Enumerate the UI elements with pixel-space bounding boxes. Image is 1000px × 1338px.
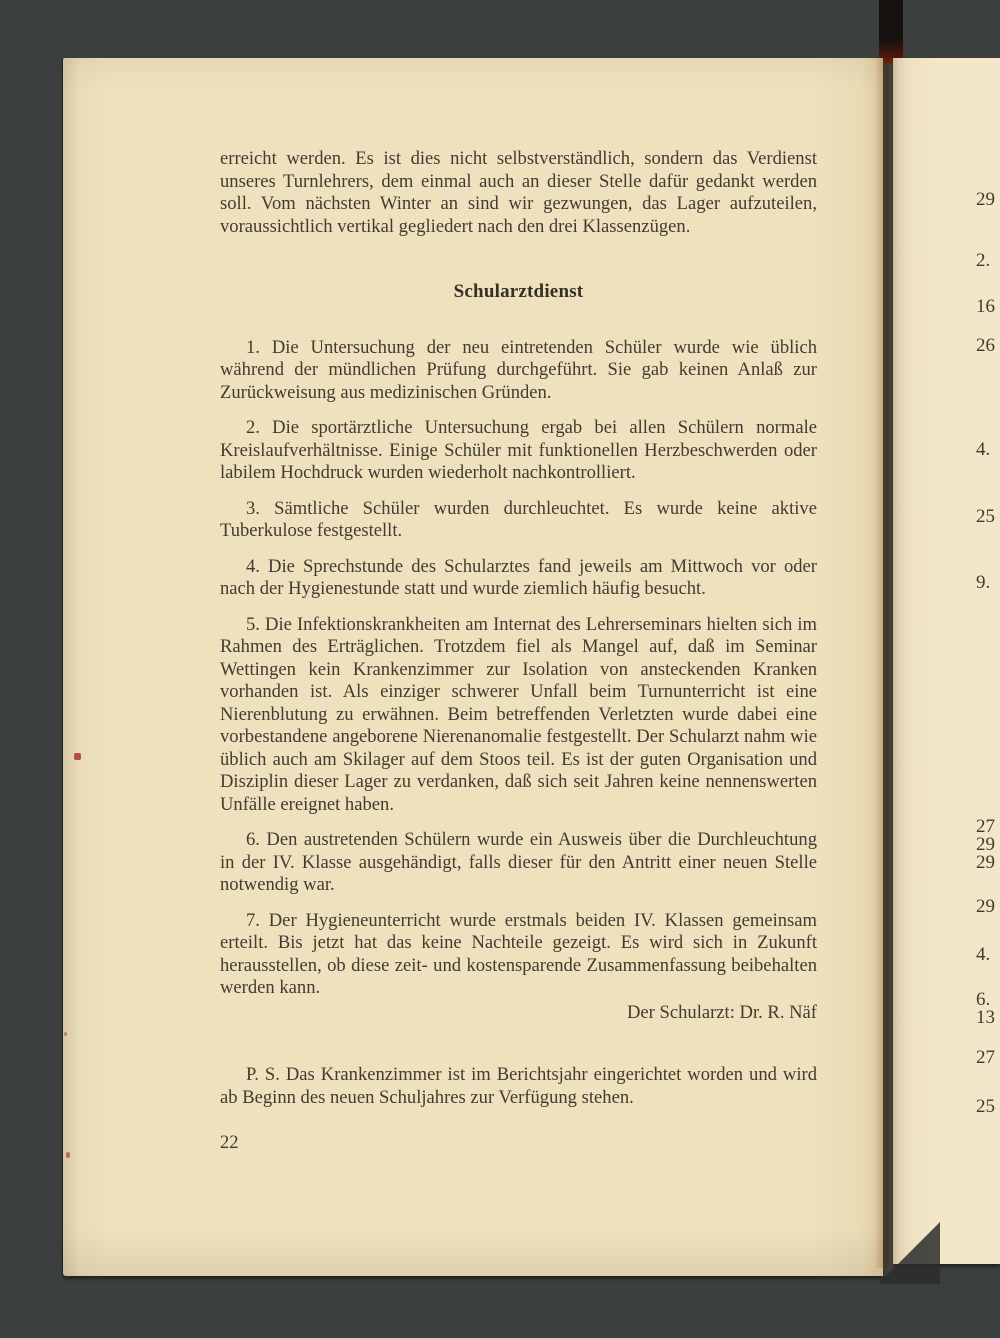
paragraph-4: 4. Die Sprechstunde des Schularztes fand jeweils am Mittwoch vor oder nach der Hygienestunde statt und wurde ziemlich häufig besucht. bbox=[220, 555, 817, 599]
edge-number: 4. bbox=[976, 944, 991, 965]
edge-number: 6. bbox=[976, 989, 991, 1010]
edge-number: 9. bbox=[976, 572, 991, 593]
edge-number: 27 bbox=[976, 1047, 995, 1068]
paragraph-5: 5. Die Infektionskrankheiten am Internat des Lehrerseminars hielten sich im Rahmen des Erträglichen. Trotzdem fiel als Mangel auf, daß im Seminar Wettingen kein Krankenzimmer zur Isolation von ansteckenden Kranken vorhanden ist. Als einziger schwerer Unfall beim Turnunterricht ist eine Nierenblutung zu erwähnen. Beim betreffenden Verletzten wurde dabei eine vorbestandene angeborene Nierenanomalie festgestellt. Der Schularzt nahm wie üblich auch am Skilager auf dem Stoos teil. Es ist der guten Organisation und Disziplin dieser Lager zu verdanken, daß sich seit Jahren keine nennenswerten Unfälle ereignet haben. bbox=[220, 613, 817, 815]
continuation-paragraph: erreicht werden. Es ist dies nicht selbstverständlich, sondern das Verdienst unseres Turnlehrers, dem einmal auch an dieser Stelle dafür gedankt werden soll. Vom nächsten Winter an sind wir gezwungen, das Lager aufzuteilen, voraussichtlich vertikal gegliedert nach den drei Klassenzügen. bbox=[220, 148, 817, 237]
edge-number: 25 bbox=[976, 1096, 995, 1117]
edge-number: 29 bbox=[976, 852, 995, 873]
edge-number: 16 bbox=[976, 296, 995, 317]
page-number: 22 bbox=[220, 1132, 239, 1153]
paragraph-3: 3. Sämtliche Schüler wurden durchleuchtet. Es wurde keine aktive Tuberkulose festgestellt. bbox=[220, 497, 817, 541]
red-speck bbox=[74, 753, 81, 760]
edge-number: 13 bbox=[976, 1007, 995, 1028]
text-column bbox=[220, 148, 817, 1155]
edge-number: 4. bbox=[976, 439, 991, 460]
edge-number: 29 bbox=[976, 834, 995, 855]
paragraph-7: 7. Der Hygieneunterricht wurde erstmals beiden IV. Klassen gemeinsam erteilt. Bis jetzt hat das keine Nachteile gezeigt. Es wird sich in Zukunft herausstellen, ob diese zeit- und kostensparende Zusammenfassung beibehalten werden kann. bbox=[220, 909, 817, 998]
book-page bbox=[63, 58, 883, 1276]
signature-line: Der Schularzt: Dr. R. Näf bbox=[626, 1001, 817, 1023]
paragraph-2: 2. Die sportärztliche Untersuchung ergab bei allen Schülern normale Kreislaufverhältnisse. Einige Schüler mit funktionellen Herzbeschwerden oder labilem Hochdruck wurden wiederholt nachkontrolliert. bbox=[220, 417, 817, 483]
red-speck bbox=[64, 1032, 67, 1036]
section-heading: Schularztdienst bbox=[453, 281, 584, 302]
edge-number: 2. bbox=[976, 250, 991, 271]
bookmark-ribbon bbox=[879, 0, 903, 64]
red-speck bbox=[66, 1152, 70, 1158]
paragraph-1: 1. Die Untersuchung der neu eintretenden Schüler wurde wie üblich während der mündlichen Prüfung durchgeführt. Sie gab keinen Anlaß zur Zurückweisung aus medizinischen Gründen. bbox=[220, 336, 817, 403]
edge-number: 29 bbox=[976, 189, 995, 210]
next-page-edge bbox=[893, 58, 1000, 1264]
edge-number: 25 bbox=[976, 506, 995, 527]
postscript-paragraph: P. S. Das Krankenzimmer ist im Berichtsjahr eingerichtet worden und wird ab Beginn des neuen Schuljahres zur Verfügung stehen. bbox=[220, 1064, 817, 1108]
edge-number: 27 bbox=[976, 816, 995, 837]
edge-number: 29 bbox=[976, 896, 995, 917]
paragraph-6: 6. Den austretenden Schülern wurde ein Ausweis über die Durchleuchtung in der IV. Klasse ausgehändigt, falls dieser für den Antritt einer neuen Stelle notwendig war. bbox=[220, 829, 817, 895]
edge-number: 26 bbox=[976, 335, 995, 356]
